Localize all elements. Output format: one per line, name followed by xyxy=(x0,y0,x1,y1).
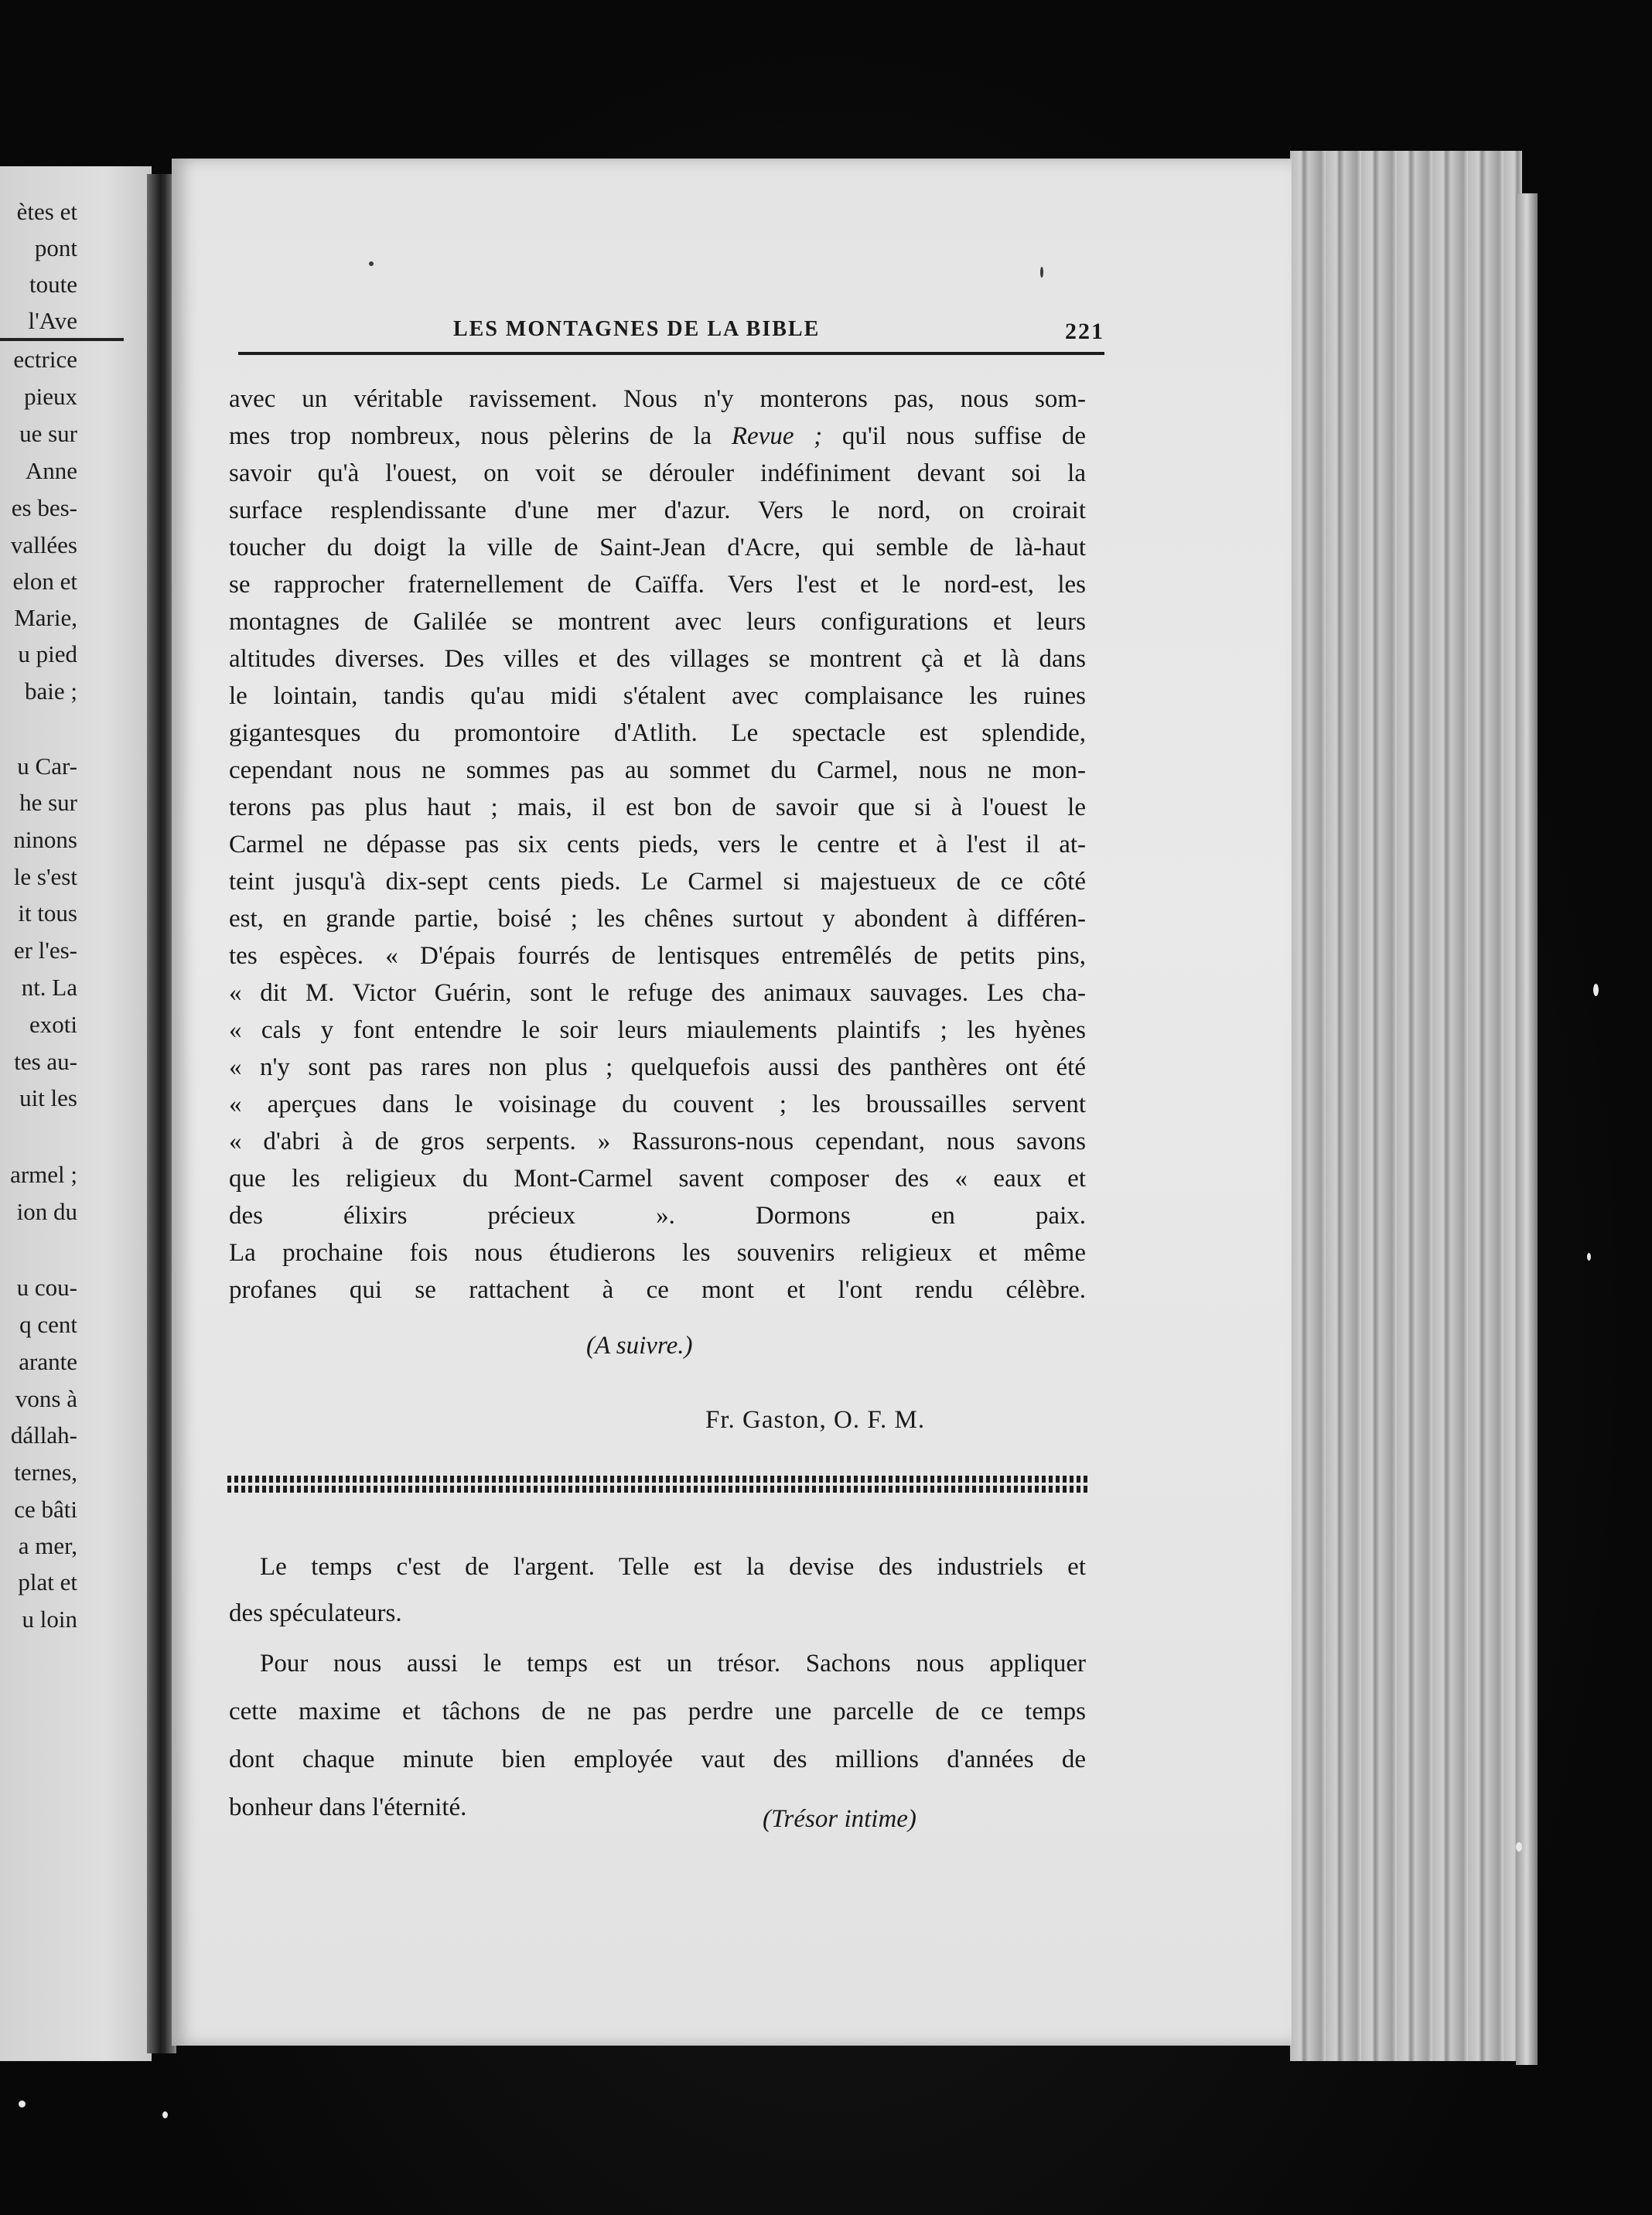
left-page-line: pont xyxy=(34,234,77,261)
left-page-line: nt. La xyxy=(21,974,77,1001)
text-line: avec un véritable ravissement. Nous n'y monterons pas, nous som- xyxy=(229,385,1086,413)
dust-speck xyxy=(1516,1842,1522,1852)
text-line: le lointain, tandis qu'au midi s'étalent avec complaisance les ruines xyxy=(229,682,1086,710)
left-page-line: q cent xyxy=(19,1311,77,1338)
text-line: des spéculateurs. xyxy=(229,1599,402,1627)
article-body xyxy=(229,381,1086,1606)
book-cover-edge xyxy=(1516,193,1538,2065)
left-page-line: plat et xyxy=(18,1568,77,1596)
left-page-line: vallées xyxy=(10,531,77,558)
text-line xyxy=(229,1494,1086,1531)
text-line xyxy=(229,1383,1086,1420)
left-page-line: ternes, xyxy=(14,1459,77,1486)
left-page-line: Marie, xyxy=(14,604,77,631)
text-line: est, en grande partie, boisé ; les chênes surtout y abondent à différen- xyxy=(229,905,1086,933)
text-line: « d'abri à de gros serpents. » Rassurons-nous cependant, nous savons xyxy=(229,1128,1086,1155)
dust-speck xyxy=(19,2101,26,2107)
left-page-line: ectrice xyxy=(13,346,77,373)
running-head-title: LES MONTAGNES DE LA BIBLE xyxy=(453,317,821,341)
book-page-edges xyxy=(1290,151,1522,2061)
text-line: Pour nous aussi le temps est un trésor. Sachons nous appliquer xyxy=(260,1650,1086,1677)
text-line: mes trop nombreux, nous pèlerins de la Revue ; qu'il nous suffise de xyxy=(229,422,1086,450)
left-page-line: ce bâti xyxy=(14,1496,77,1523)
dust-speck xyxy=(369,261,374,266)
left-page-line: tes au- xyxy=(14,1048,77,1075)
left-page-line: u loin xyxy=(22,1606,77,1633)
text-line: « aperçues dans le voisinage du couvent ; les broussailles servent xyxy=(229,1090,1086,1118)
left-page-line: ètes et xyxy=(16,198,77,225)
left-page-line: es bes- xyxy=(11,494,77,521)
left-page-line: he sur xyxy=(19,789,77,816)
left-page-line: ion du xyxy=(16,1198,77,1225)
text-line: « cals y font entendre le soir leurs miaulements plaintifs ; les hyènes xyxy=(229,1016,1086,1044)
left-page-line: arante xyxy=(19,1348,77,1375)
text-line: savoir qu'à l'ouest, on voit se dérouler indéfiniment devant soi la xyxy=(229,459,1086,487)
left-page-line: armel ; xyxy=(10,1161,77,1188)
left-page-line: dállah- xyxy=(10,1421,77,1449)
text-line xyxy=(229,1420,1086,1457)
text-line: « n'y sont pas rares non plus ; quelquefois aussi des panthères ont été xyxy=(229,1053,1086,1081)
left-page-line: exoti xyxy=(29,1011,77,1038)
left-page-line: vons à xyxy=(15,1385,77,1412)
text-line: Le temps c'est de l'argent. Telle est la devise des industriels et xyxy=(260,1553,1086,1581)
ornamental-divider xyxy=(227,1476,1087,1496)
left-page-line: pieux xyxy=(24,383,77,410)
text-line: « dit M. Victor Guérin, sont le refuge des animaux sauvages. Les cha- xyxy=(229,979,1086,1007)
left-page-line: le s'est xyxy=(13,863,77,890)
left-header-rule xyxy=(0,338,124,341)
left-page-line: it tous xyxy=(18,899,77,927)
left-page-line: u cou- xyxy=(16,1274,77,1301)
text-line: Carmel ne dépasse pas six cents pieds, vers le centre et à l'est il at- xyxy=(229,831,1086,858)
left-page-line: u Car- xyxy=(17,753,77,780)
maxim-source: (Trésor intime) xyxy=(763,1805,916,1833)
left-page-line: er l'es- xyxy=(13,937,77,964)
text-line: des élixirs précieux ». Dormons en paix. xyxy=(229,1202,1086,1230)
left-page-line: elon et xyxy=(12,568,77,595)
text-line: surface resplendissante d'une mer d'azur. Vers le nord, on croirait xyxy=(229,497,1086,524)
header-rule xyxy=(238,352,1104,355)
left-page-line: l'Ave xyxy=(28,307,77,334)
author-signature: Fr. Gaston, O. F. M. xyxy=(705,1406,926,1434)
text-line: teint jusqu'à dix-sept cents pieds. Le Carmel si majestueux de ce côté xyxy=(229,868,1086,896)
text-line: tes espèces. « D'épais fourrés de lentisques entremêlés de petits pins, xyxy=(229,942,1086,970)
dust-speck xyxy=(162,2111,168,2118)
left-page-line: Anne xyxy=(25,457,77,484)
maxim-block xyxy=(229,1544,1086,1831)
page-number: 221 xyxy=(1065,319,1104,344)
left-page-line: a mer, xyxy=(18,1532,77,1559)
text-line: bonheur dans l'éternité. xyxy=(229,1794,467,1821)
to-be-continued: (A suivre.) xyxy=(586,1332,693,1360)
text-line: que les religieux du Mont-Carmel savent composer des « eaux et xyxy=(229,1165,1086,1193)
text-line: profanes qui se rattachent à ce mont et l'ont rendu célèbre. xyxy=(229,1276,1086,1304)
running-head xyxy=(238,317,1104,348)
dust-speck xyxy=(1040,267,1043,278)
text-line: toucher du doigt la ville de Saint-Jean d'Acre, qui semble de là-haut xyxy=(229,534,1086,561)
text-line: La prochaine fois nous étudierons les souvenirs religieux et même xyxy=(229,1239,1086,1267)
left-page-line: toute xyxy=(29,271,77,298)
left-page-line: baie ; xyxy=(25,677,77,705)
left-facing-page xyxy=(0,166,152,2061)
text-line: se rapprocher fraternellement de Caïffa. Vers l'est et le nord-est, les xyxy=(229,571,1086,599)
text-line: montagnes de Galilée se montrent avec leurs configurations et leurs xyxy=(229,608,1086,636)
left-page-line: uit les xyxy=(19,1084,77,1111)
text-line: altitudes diverses. Des villes et des villages se montrent çà et là dans xyxy=(229,645,1086,673)
text-line: terons pas plus haut ; mais, il est bon de savoir que si à l'ouest le xyxy=(229,794,1086,821)
left-page-line: u pied xyxy=(18,640,77,667)
text-line: gigantesques du promontoire d'Atlith. Le spectacle est splendide, xyxy=(229,719,1086,747)
dust-speck xyxy=(1587,1253,1591,1261)
text-line: cependant nous ne sommes pas au sommet du Carmel, nous ne mon- xyxy=(229,756,1086,784)
left-page-line: ue sur xyxy=(19,420,77,447)
left-page-line: ninons xyxy=(13,826,77,853)
text-line: cette maxime et tâchons de ne pas perdre une parcelle de ce temps xyxy=(229,1698,1086,1725)
dust-speck xyxy=(1593,984,1599,996)
text-line: dont chaque minute bien employée vaut des millions d'années de xyxy=(229,1746,1086,1773)
